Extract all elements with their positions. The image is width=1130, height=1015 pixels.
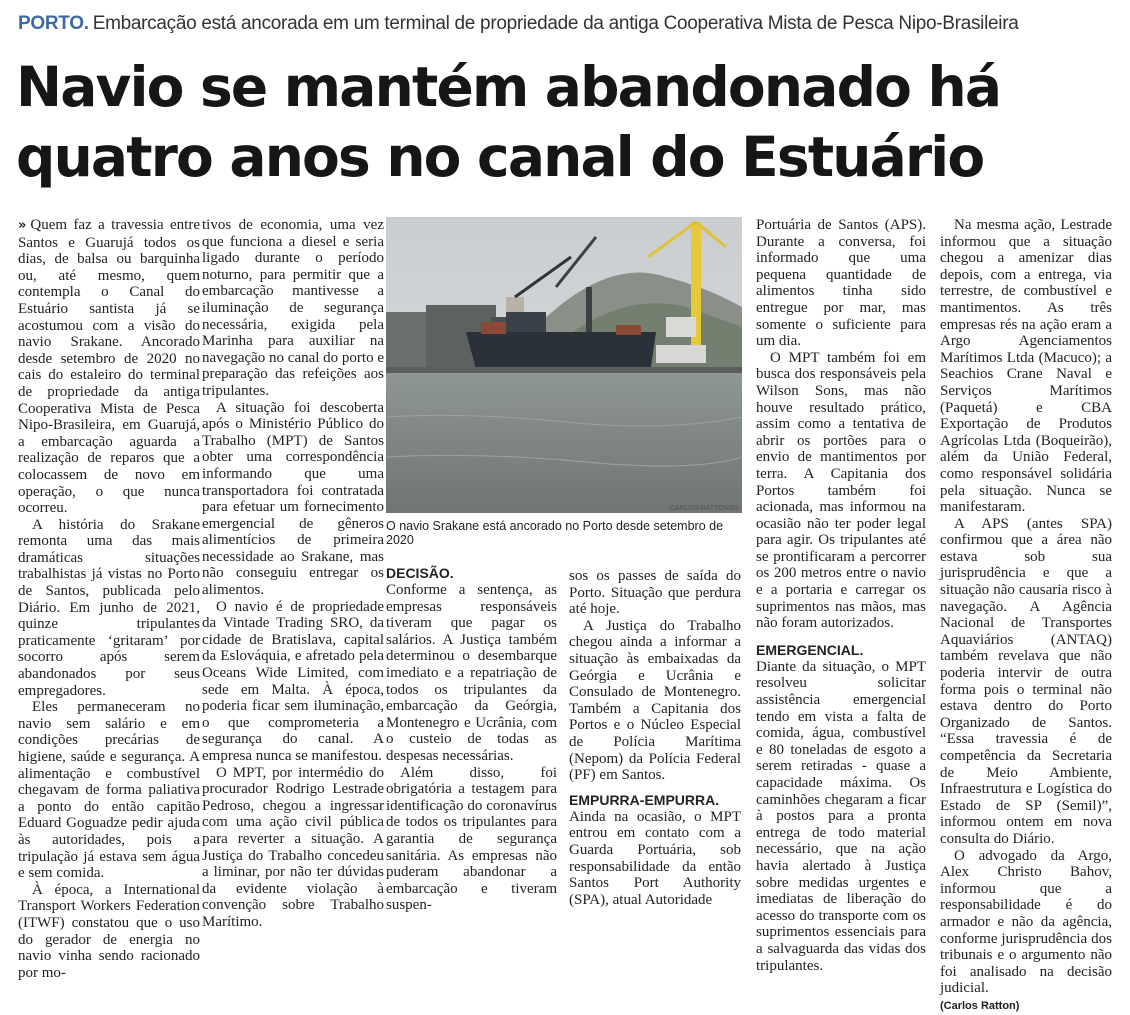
article-column-3	[386, 565, 557, 914]
subheading-empurra: EMPURRA-EMPURRA.	[569, 791, 720, 808]
subheading-emergencial: EMERGENCIAL.	[756, 641, 864, 658]
article-column-1	[18, 217, 200, 981]
double-chevron-icon: »	[18, 218, 27, 233]
section-tag: PORTO.	[18, 13, 89, 34]
paragraph: » Quem faz a travessia entre Santos e Guarujá todos os dias, de balsa ou barquinha ou, até mesmo, quem contempla o Canal do Estuário santista já se acostumou com a visão do navio Srakane. Ancorado desde setembro de 2020 no cais do estaleiro do terminal de propriedade da antiga Cooperativa Mista de Pesca Nipo-Brasileira, em Guarujá, a embarcação aguarda a realização de reparos que a colocassem de novo em operação, o que nunca ocorreu.	[18, 217, 200, 517]
paragraph: A história do Srakane remonta uma das mais dramáticas situações trabalhistas já vistas no Porto de Santos, publicada pelo Diário. Em junho de 2021, quinze tripulantes praticamente ‘gritaram’ por socorro após serem abandonados por seus empregadores.	[18, 516, 200, 699]
kicker	[18, 13, 1118, 35]
article-column-5	[756, 217, 926, 974]
paragraph: A Justiça do Trabalho chegou ainda a informar a situação às embaixadas da Geórgia e Ucrânia e Consulado de Montenegro. Também a Capitania dos Portos e o Núcleo Especial de Polícia Marítima (Nepom) da Polícia Federal (PF) em Santos.	[569, 617, 741, 784]
paragraph: Portuária de Santos (APS). Durante a conversa, foi informado que uma pequena quantidade de alimentos tinha sido entregue por mar, mas somente o suficiente para um dia.	[756, 217, 926, 350]
paragraph: O navio é de propriedade da Vintade Trading SRO, da cidade de Bratislava, capital da Eslováquia, e afretado pela Oceans Wide Limited, com sede em Malta. À época, poderia ficar sem iluminação, o que comprometeria a segurança do canal. A empresa nunca se manifestou.	[202, 598, 384, 764]
paragraph: Conforme a sentença, as empresas responsáveis tiveram que pagar os salários. A Justiça também determinou o desembarque imediato e a repatriação de todos os tripulantes da embarcação da Geórgia, Montenegro e Ucrânia, com o custeio de todas as despesas necessárias.	[386, 582, 557, 764]
paragraph: Diante da situação, o MPT resolveu solicitar assistência emergencial tendo em vista a falta de comida, água, combustível e 80 toneladas de esgoto a serem retiradas - quase a capacidade máxima. Os caminhões chegaram a ficar à postos para a pronta entrega de todo material necessário, que na ação havia alertado à Justiça sobre medidas urgentes e imediatas de liberação do acesso do transporte com os suprimentos essenciais para a salvaguarda das vidas dos tripulantes.	[756, 658, 926, 974]
paragraph: O MPT também foi em busca dos responsáveis pela Wilson Sons, mas não houve resultado prático, assim como a tentativa de abrir os portões para o envio de mantimentos por terra. A Capitania dos Portos também foi acionada, mas informou na ocasião não ter poder legal para agir. Os tripulantes até se prontificaram a percorrer os 200 metros entre o navio e a portaria e carregar os suprimentos nas mãos, mas não foram autorizados.	[756, 349, 926, 632]
headline	[16, 52, 1116, 192]
paragraph: Eles permaneceram no navio sem salário e em condições precárias de higiene, saúde e segurança. A alimentação e combustível chegavam de forma paliativa a ponto do então capitão Eduard Goguadze pedir ajuda às autoridades, pois a tripulação já estava sem água e sem comida.	[18, 699, 200, 882]
headline-line-2: quatro anos no canal do Estuário	[16, 125, 984, 189]
article-column-4	[569, 568, 741, 908]
paragraph: Na mesma ação, Lestrade informou que a situação chegou a amenizar dias depois, com a entrega, via terrestre, de combustível e mantimentos. As três empresas rés na ação eram a Argo Agenciamentos Marítimos Ltda (Macuco); a Seachios Crane Naval e Serviços Marítimos (Paquetá) e CBA Exportação de Produtos Agrícolas Ltda (Boqueirão), além da União Federal, como responsável solidária pela situação. Nunca se manifestaram.	[940, 217, 1112, 516]
photo-credit: CARLOS RATTON/DL	[670, 505, 740, 512]
paragraph: Além disso, foi obrigatória a testagem para identificação do coronavírus de todos os tripulantes para garantia de segurança sanitária. As empresas não puderam abandonar a embarcação e tiveram suspen-	[386, 764, 557, 914]
paragraph: A situação foi descoberta após o Ministério Público do Trabalho (MPT) de Santos obter uma correspondência informando que uma transportadora foi contratada para efetuar um fornecimento emergencial de gêneros alimentícios de primeira necessidade ao Srakane, mas não conseguiu entregar os alimentos.	[202, 399, 384, 599]
subheading-decisao: DECISÃO.	[386, 565, 454, 581]
ship-photo-illustration	[386, 217, 742, 513]
paragraph: O MPT, por intermédio do procurador Rodrigo Lestrade Pedroso, chegou a ingressar com uma ação civil pública para reverter a situação. A Justiça do Trabalho concedeu a liminar, por não ter dúvidas da evidente violação à convenção sobre Trabalho Marítimo.	[202, 764, 384, 930]
paragraph: Ainda na ocasião, o MPT entrou em contato com a Guarda Portuária, sob responsabilidade da então Santos Port Authority (SPA), atual Autoridade	[569, 808, 741, 908]
article-column-2	[202, 217, 384, 931]
ship-photo	[386, 217, 742, 513]
paragraph: tivos de economia, uma vez que funciona a diesel e seria ligado durante o período noturno, para permitir que a embarcação mantivesse a iluminação de segurança necessária, exigida pela Marinha para auxiliar na navegação no canal do porto e preparação das refeições aos tripulantes.	[202, 217, 384, 399]
kicker-text: Embarcação está ancorada em um terminal de propriedade da antiga Cooperativa Mista de Pesca Nipo-Brasileira	[92, 13, 1019, 34]
author-signature: (Carlos Ratton)	[940, 999, 1020, 1012]
photo-caption: O navio Srakane está ancorado no Porto desde setembro de 2020	[386, 519, 724, 547]
paragraph: A APS (antes SPA) confirmou que a área não estava sob sua jurisprudência e que a situação não causaria risco à navegação. A Agência Nacional de Transportes Aquaviários (ANTAQ) também revelava que não poderia intervir de outra forma pois o terminal não estava dentro do Porto Organizado de Santos. “Essa travessia é de competência da Secretaria de Meio Ambiente, Infraestrutura e Logística do Estado de SP (Semil)”, informou ontem em nova consulta do Diário.	[940, 515, 1112, 847]
paragraph: O advogado da Argo, Alex Christo Bahov, informou que a responsabilidade é do armador e não da agência, conforme jurisprudência dos tribunais e o argumento não foi analisado na decisão judicial.	[940, 847, 1112, 997]
headline-line-1: Navio se mantém abandonado há	[16, 55, 1001, 119]
paragraph: sos os passes de saída do Porto. Situação que perdura até hoje.	[569, 568, 741, 618]
paragraph: À época, a International Transport Workers Federation (ITWF) constatou que o uso do gerador de energia no navio vinha sendo racionado por mo-	[18, 881, 200, 981]
article-column-6	[940, 217, 1112, 1015]
